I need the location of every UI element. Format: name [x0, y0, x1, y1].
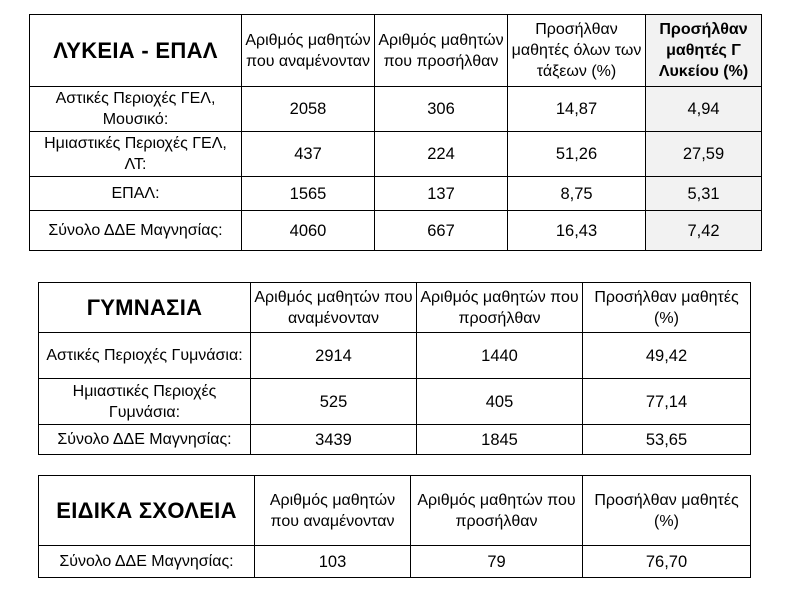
table-cell: 51,26 [508, 132, 646, 177]
table-cell: 3439 [251, 425, 417, 455]
table-cell: 8,75 [508, 177, 646, 211]
table-cell: 437 [242, 132, 375, 177]
table-header-row [30, 15, 762, 87]
row-label: Ημιαστικές Περιοχές ΓΕΛ, ΛΤ: [30, 132, 242, 177]
table-cell: 4,94 [646, 87, 762, 132]
table-cell: 4060 [242, 211, 375, 251]
row-label: ΕΠΑΛ: [30, 177, 242, 211]
row-label: Σύνολο ΔΔΕ Μαγνησίας: [39, 425, 251, 455]
table-cell: 103 [255, 546, 411, 578]
table-cell: 525 [251, 379, 417, 425]
table-header-row [39, 283, 751, 333]
column-header: Αριθμός μαθητών που αναμένονταν [242, 15, 375, 87]
table-cell: 49,42 [583, 333, 751, 379]
table-cell: 1845 [417, 425, 583, 455]
column-header: Προσήλθαν μαθητές (%) [583, 476, 751, 546]
table-cell: 405 [417, 379, 583, 425]
table-row [39, 425, 751, 455]
row-label: Σύνολο ΔΔΕ Μαγνησίας: [30, 211, 242, 251]
table-cell: 2058 [242, 87, 375, 132]
table-title: ΛΥΚΕΙΑ - ΕΠΑΛ [30, 15, 242, 87]
column-header: Προσήλθαν μαθητές όλων των τάξεων (%) [508, 15, 646, 87]
table-title: ΕΙΔΙΚΑ ΣΧΟΛΕΙΑ [39, 476, 255, 546]
gymnasia-table [38, 282, 751, 455]
row-label: Σύνολο ΔΔΕ Μαγνησίας: [39, 546, 255, 578]
table-cell: 53,65 [583, 425, 751, 455]
table-row [39, 333, 751, 379]
column-header: Αριθμός μαθητών που αναμένονταν [251, 283, 417, 333]
table-header-row [39, 476, 751, 546]
table-cell: 224 [375, 132, 508, 177]
table-row [39, 546, 751, 578]
table-cell: 1440 [417, 333, 583, 379]
table-cell: 667 [375, 211, 508, 251]
table-cell: 137 [375, 177, 508, 211]
table-row [39, 379, 751, 425]
table-cell: 5,31 [646, 177, 762, 211]
table-cell: 306 [375, 87, 508, 132]
table-cell: 77,14 [583, 379, 751, 425]
table-row [30, 87, 762, 132]
table-cell: 7,42 [646, 211, 762, 251]
table-cell: 14,87 [508, 87, 646, 132]
column-header: Αριθμός μαθητών που προσήλθαν [375, 15, 508, 87]
row-label: Αστικές Περιοχές ΓΕΛ, Μουσικό: [30, 87, 242, 132]
table-row [30, 211, 762, 251]
column-header: Αριθμός μαθητών που αναμένονταν [255, 476, 411, 546]
table-title: ΓΥΜΝΑΣΙΑ [39, 283, 251, 333]
row-label: Ημιαστικές Περιοχές Γυμνάσια: [39, 379, 251, 425]
eidika-table [38, 475, 751, 578]
column-header: Αριθμός μαθητών που προσήλθαν [411, 476, 583, 546]
table-cell: 27,59 [646, 132, 762, 177]
table-cell: 76,70 [583, 546, 751, 578]
column-header: Προσήλθαν μαθητές (%) [583, 283, 751, 333]
table-cell: 2914 [251, 333, 417, 379]
table-row [30, 177, 762, 211]
lykeia-table [29, 14, 762, 251]
table-cell: 79 [411, 546, 583, 578]
column-header: Αριθμός μαθητών που προσήλθαν [417, 283, 583, 333]
table-cell: 16,43 [508, 211, 646, 251]
row-label: Αστικές Περιοχές Γυμνάσια: [39, 333, 251, 379]
table-row [30, 132, 762, 177]
column-header: Προσήλθαν μαθητές Γ Λυκείου (%) [646, 15, 762, 87]
table-cell: 1565 [242, 177, 375, 211]
